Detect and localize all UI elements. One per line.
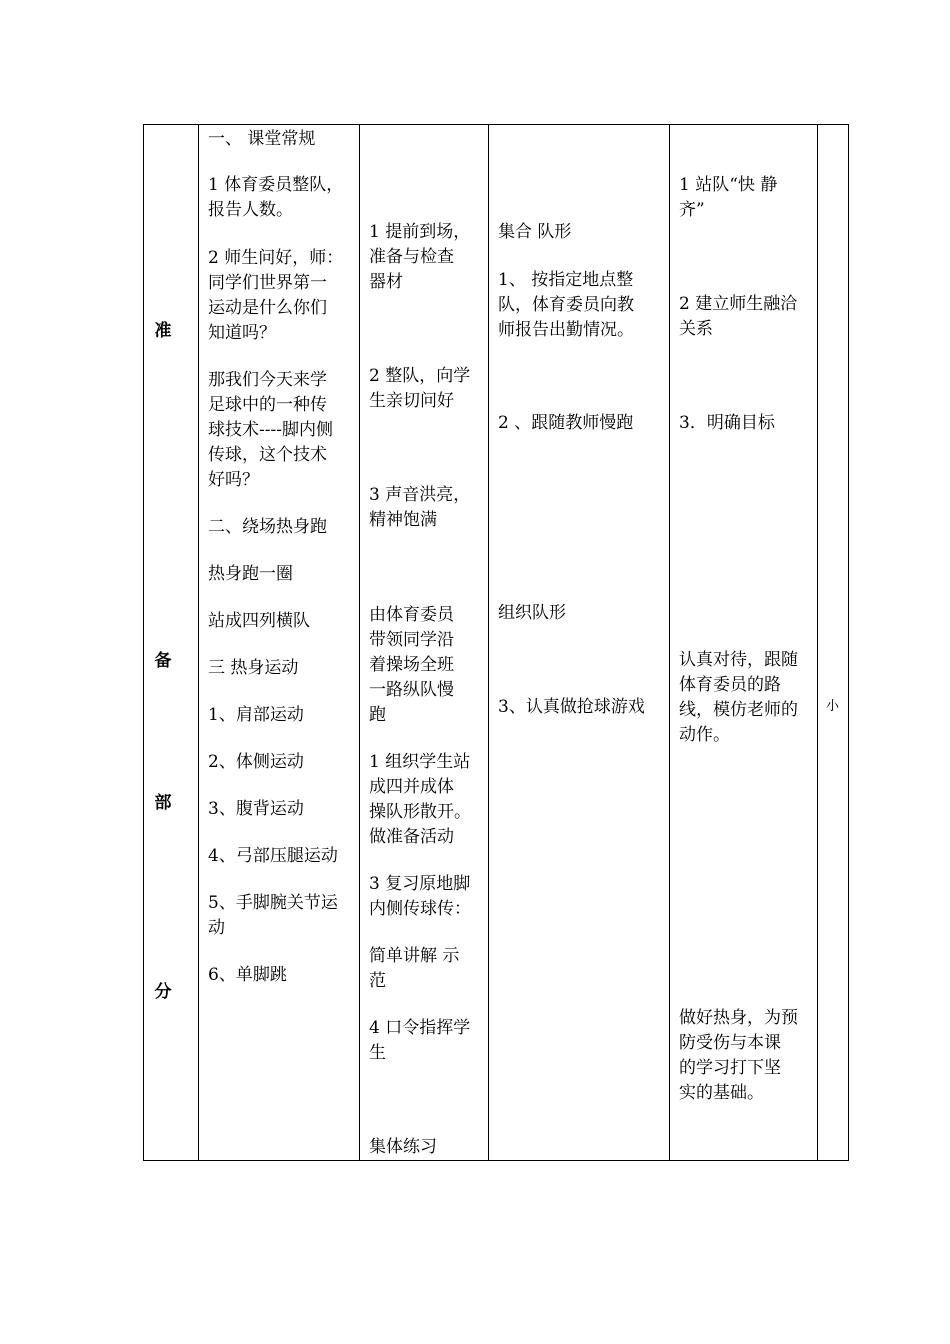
content-line: 球技术----脚内侧 (208, 420, 333, 440)
teacher-line: 集体练习 (369, 1137, 437, 1157)
goal-line: 实的基础。 (679, 1083, 764, 1103)
teacher-line: 1 组织学生站 (369, 752, 471, 772)
goal-line: 线，模仿老师的 (679, 700, 798, 720)
student-line: 师报告出勤情况。 (498, 320, 634, 340)
content-line: 同学们世界第一 (208, 273, 327, 293)
teacher-line: 1 提前到场， (369, 222, 471, 242)
column-divider (359, 125, 360, 1160)
content-line: 热身跑一圈 (208, 564, 293, 584)
section-label: 分 (154, 982, 172, 1002)
teacher-line: 简单讲解 示 (369, 946, 460, 966)
teacher-line: 器材 (369, 272, 403, 292)
goal-line: 3．明确目标 (679, 413, 775, 433)
content-line: 5、手脚腕关节运 (208, 893, 338, 913)
content-line: 传球，这个技术 (208, 445, 327, 465)
content-line: 4、弓部压腿运动 (208, 846, 338, 866)
student-line: 组织队形 (498, 603, 566, 623)
column-divider (488, 125, 489, 1160)
goal-line: 齐” (679, 200, 705, 220)
student-line: 3、认真做抢球游戏 (498, 697, 645, 717)
student-line: 2 、跟随教师慢跑 (498, 413, 634, 433)
content-line: 3、腹背运动 (208, 799, 304, 819)
goal-line: 动作。 (679, 725, 730, 745)
content-line: 1、肩部运动 (208, 705, 304, 725)
teacher-line: 3 声音洪亮， (369, 485, 471, 505)
teacher-line: 生亲切问好 (369, 391, 454, 411)
lesson-plan-table (143, 124, 849, 1161)
teacher-line: 4 口令指挥学 (369, 1018, 471, 1038)
goal-line: 体育委员的路 (679, 675, 781, 695)
section-label: 备 (154, 651, 172, 671)
content-line: 2、体侧运动 (208, 752, 304, 772)
content-line: 报告人数。 (208, 200, 293, 220)
teacher-line: 一路纵队慢 (369, 680, 454, 700)
student-line: 1、 按指定地点整 (498, 270, 634, 290)
content-line: 三 热身运动 (208, 658, 299, 678)
section-label: 部 (154, 793, 172, 813)
teacher-line: 跑 (369, 705, 386, 725)
content-line: 足球中的一种传 (208, 395, 327, 415)
teacher-line: 操队形散开。 (369, 802, 471, 822)
column-divider (817, 125, 818, 1160)
teacher-line: 范 (369, 971, 386, 991)
goal-line: 关系 (679, 319, 713, 339)
teacher-line: 精神饱满 (369, 510, 437, 530)
goal-line: 做好热身，为预 (679, 1008, 798, 1028)
content-line: 知道吗？ (208, 323, 276, 343)
teacher-line: 3 复习原地脚 (369, 874, 471, 894)
teacher-line: 内侧传球传： (369, 899, 471, 919)
content-line: 6、单脚跳 (208, 965, 287, 985)
content-line: 2 师生问好，师： (208, 248, 344, 268)
content-line: 好吗？ (208, 470, 259, 490)
student-line: 队，体育委员向教 (498, 295, 634, 315)
column-divider (198, 125, 199, 1160)
teacher-line: 准备与检查 (369, 247, 454, 267)
content-line: 运动是什么你们 (208, 298, 327, 318)
goal-line: 1 站队“快 静 (679, 175, 778, 195)
teacher-line: 做准备活动 (369, 827, 454, 847)
goal-line: 2 建立师生融洽 (679, 294, 798, 314)
column-divider (669, 125, 670, 1160)
goal-line: 的学习打下坚 (679, 1058, 781, 1078)
student-line: 集合 队形 (498, 222, 572, 242)
teacher-line: 带领同学沿 (369, 630, 454, 650)
teacher-line: 2 整队，向学 (369, 366, 471, 386)
teacher-line: 由体育委员 (369, 605, 454, 625)
content-line: 那我们今天来学 (208, 370, 327, 390)
teacher-line: 着操场全班 (369, 655, 454, 675)
content-line: 动 (208, 918, 225, 938)
teacher-line: 生 (369, 1043, 386, 1063)
content-line: 1 体育委员整队， (208, 175, 344, 195)
last-column-text: 小 (826, 699, 840, 714)
content-line: 站成四列横队 (208, 611, 310, 631)
content-line: 一、 课堂常规 (208, 129, 316, 149)
teacher-line: 成四并成体 (369, 777, 454, 797)
section-label: 准 (154, 321, 172, 341)
goal-line: 认真对待，跟随 (679, 650, 798, 670)
goal-line: 防受伤与本课 (679, 1033, 781, 1053)
content-line: 二、绕场热身跑 (208, 517, 327, 537)
